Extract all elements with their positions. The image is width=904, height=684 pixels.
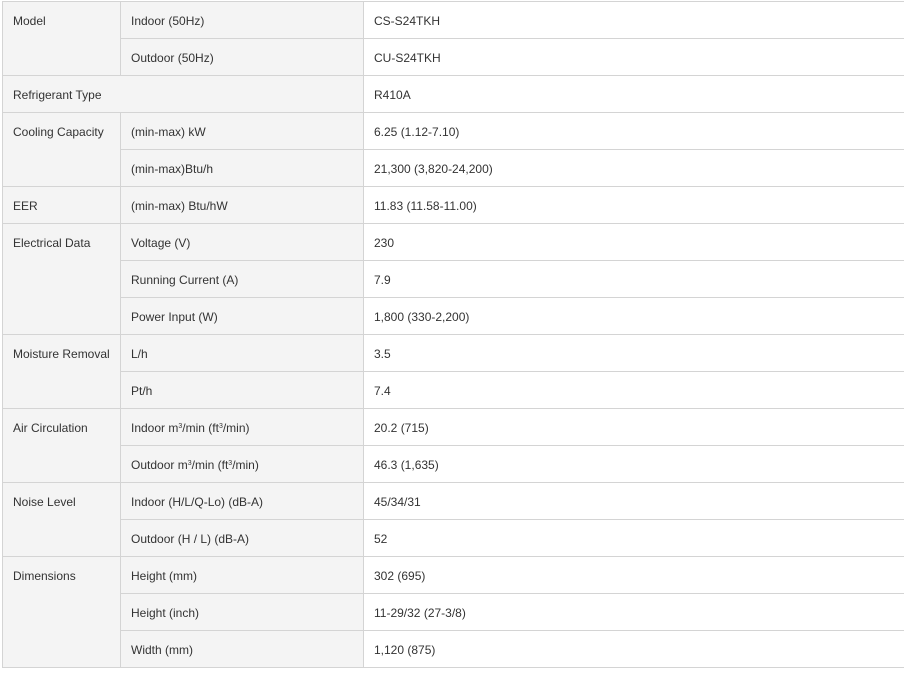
value: 3.5 (374, 347, 391, 361)
sub-cell (121, 409, 364, 446)
table-row (3, 76, 904, 113)
sub-label: Outdoor (50Hz) (131, 51, 214, 65)
sub-label: (min-max)Btu/h (131, 162, 214, 176)
table-row (3, 39, 904, 76)
superscript: 3 (228, 460, 233, 467)
sub-cell (121, 446, 364, 483)
value-cell (364, 483, 904, 520)
superscript: 3 (178, 423, 183, 430)
value-cell (364, 2, 904, 39)
table-row (3, 335, 904, 372)
value: 230 (374, 236, 395, 250)
group-label: Cooling Capacity (13, 125, 104, 139)
value: 46.3 (1,635) (374, 458, 439, 472)
sub-cell (121, 631, 364, 668)
value-cell (364, 631, 904, 668)
table-row (3, 409, 904, 446)
sub-cell (121, 298, 364, 335)
group-label: Electrical Data (13, 236, 91, 250)
sub-label: Height (mm) (131, 569, 198, 583)
sub-cell (121, 483, 364, 520)
sub-cell (121, 557, 364, 594)
group-cell-dimensions (3, 557, 121, 668)
unit-prefix: Outdoor m (131, 458, 188, 472)
sub-label: Running Current (A) (131, 273, 239, 287)
sub-cell (121, 520, 364, 557)
table-row (3, 446, 904, 483)
table-row (3, 372, 904, 409)
unit-prefix: Indoor m (131, 421, 179, 435)
value-cell (364, 409, 904, 446)
value: 20.2 (715) (374, 421, 429, 435)
table-row (3, 187, 904, 224)
value-cell (364, 372, 904, 409)
sub-label (121, 409, 363, 435)
value: 1,800 (330-2,200) (374, 310, 470, 324)
sub-cell (121, 335, 364, 372)
sub-cell (121, 261, 364, 298)
value-cell (364, 446, 904, 483)
value: 52 (374, 532, 388, 546)
sub-cell (121, 2, 364, 39)
group-label: Moisture Removal (13, 347, 110, 361)
group-label: Model (13, 14, 46, 28)
value-cell (364, 187, 904, 224)
group-label: EER (13, 199, 38, 213)
group-label: Refrigerant Type (13, 88, 102, 102)
unit-end: /min) (222, 421, 250, 435)
group-label: Dimensions (13, 569, 76, 583)
table-row (3, 2, 904, 39)
unit-end: /min) (232, 458, 259, 472)
sub-label: (min-max) Btu/hW (131, 199, 228, 213)
group-label: Noise Level (13, 495, 76, 509)
group-cell-air-circulation (3, 409, 121, 483)
unit-mid: /min (ft (182, 421, 219, 435)
group-cell-eer (3, 187, 121, 224)
group-cell-electrical (3, 224, 121, 335)
sub-cell (121, 113, 364, 150)
group-cell-noise (3, 483, 121, 557)
value-cell (364, 113, 904, 150)
value: 1,120 (875) (374, 643, 436, 657)
value: CU-S24TKH (374, 51, 441, 65)
sub-label: Power Input (W) (131, 310, 218, 324)
sub-label: Indoor (H/L/Q-Lo) (dB-A) (131, 495, 264, 509)
table-row (3, 631, 904, 668)
table-row (3, 113, 904, 150)
table-row (3, 520, 904, 557)
group-label: Air Circulation (13, 421, 88, 435)
superscript: 3 (218, 423, 223, 430)
group-cell-cooling (3, 113, 121, 187)
value: 21,300 (3,820-24,200) (374, 162, 493, 176)
value-cell (364, 335, 904, 372)
value-cell (364, 594, 904, 631)
sub-label: Outdoor (H / L) (dB-A) (131, 532, 250, 546)
sub-label: Height (inch) (131, 606, 200, 620)
sub-label: L/h (131, 347, 148, 361)
value-cell (364, 261, 904, 298)
sub-cell (121, 39, 364, 76)
sub-label: Voltage (V) (131, 236, 191, 250)
value: R410A (374, 88, 411, 102)
value: 45/34/31 (374, 495, 421, 509)
sub-label: Indoor (50Hz) (131, 14, 205, 28)
value-cell (364, 150, 904, 187)
table-row (3, 261, 904, 298)
group-cell-refrigerant (3, 76, 364, 113)
value-cell (364, 298, 904, 335)
sub-cell (121, 372, 364, 409)
sub-label: Pt/h (131, 384, 153, 398)
sub-cell (121, 594, 364, 631)
superscript: 3 (187, 460, 192, 467)
sub-label: Width (mm) (131, 643, 193, 657)
value: 7.4 (374, 384, 391, 398)
table-row (3, 224, 904, 261)
group-cell-moisture (3, 335, 121, 409)
table-row (3, 557, 904, 594)
value: 7.9 (374, 273, 391, 287)
sub-label (121, 446, 363, 472)
specifications-table (2, 1, 904, 668)
table-row (3, 150, 904, 187)
value-cell (364, 76, 904, 113)
value-cell (364, 557, 904, 594)
sub-cell (121, 150, 364, 187)
sub-label: (min-max) kW (131, 125, 206, 139)
value-cell (364, 39, 904, 76)
value: 6.25 (1.12-7.10) (374, 125, 460, 139)
group-cell-model (3, 2, 121, 76)
value: CS-S24TKH (374, 14, 441, 28)
sub-cell (121, 224, 364, 261)
value: 302 (695) (374, 569, 426, 583)
unit-mid: /min (ft (191, 458, 229, 472)
value: 11.83 (11.58-11.00) (374, 199, 477, 213)
sub-cell (121, 187, 364, 224)
value-cell (364, 520, 904, 557)
table-row (3, 594, 904, 631)
table-row (3, 483, 904, 520)
table-row (3, 298, 904, 335)
value-cell (364, 224, 904, 261)
value: 11-29/32 (27-3/8) (374, 606, 466, 620)
